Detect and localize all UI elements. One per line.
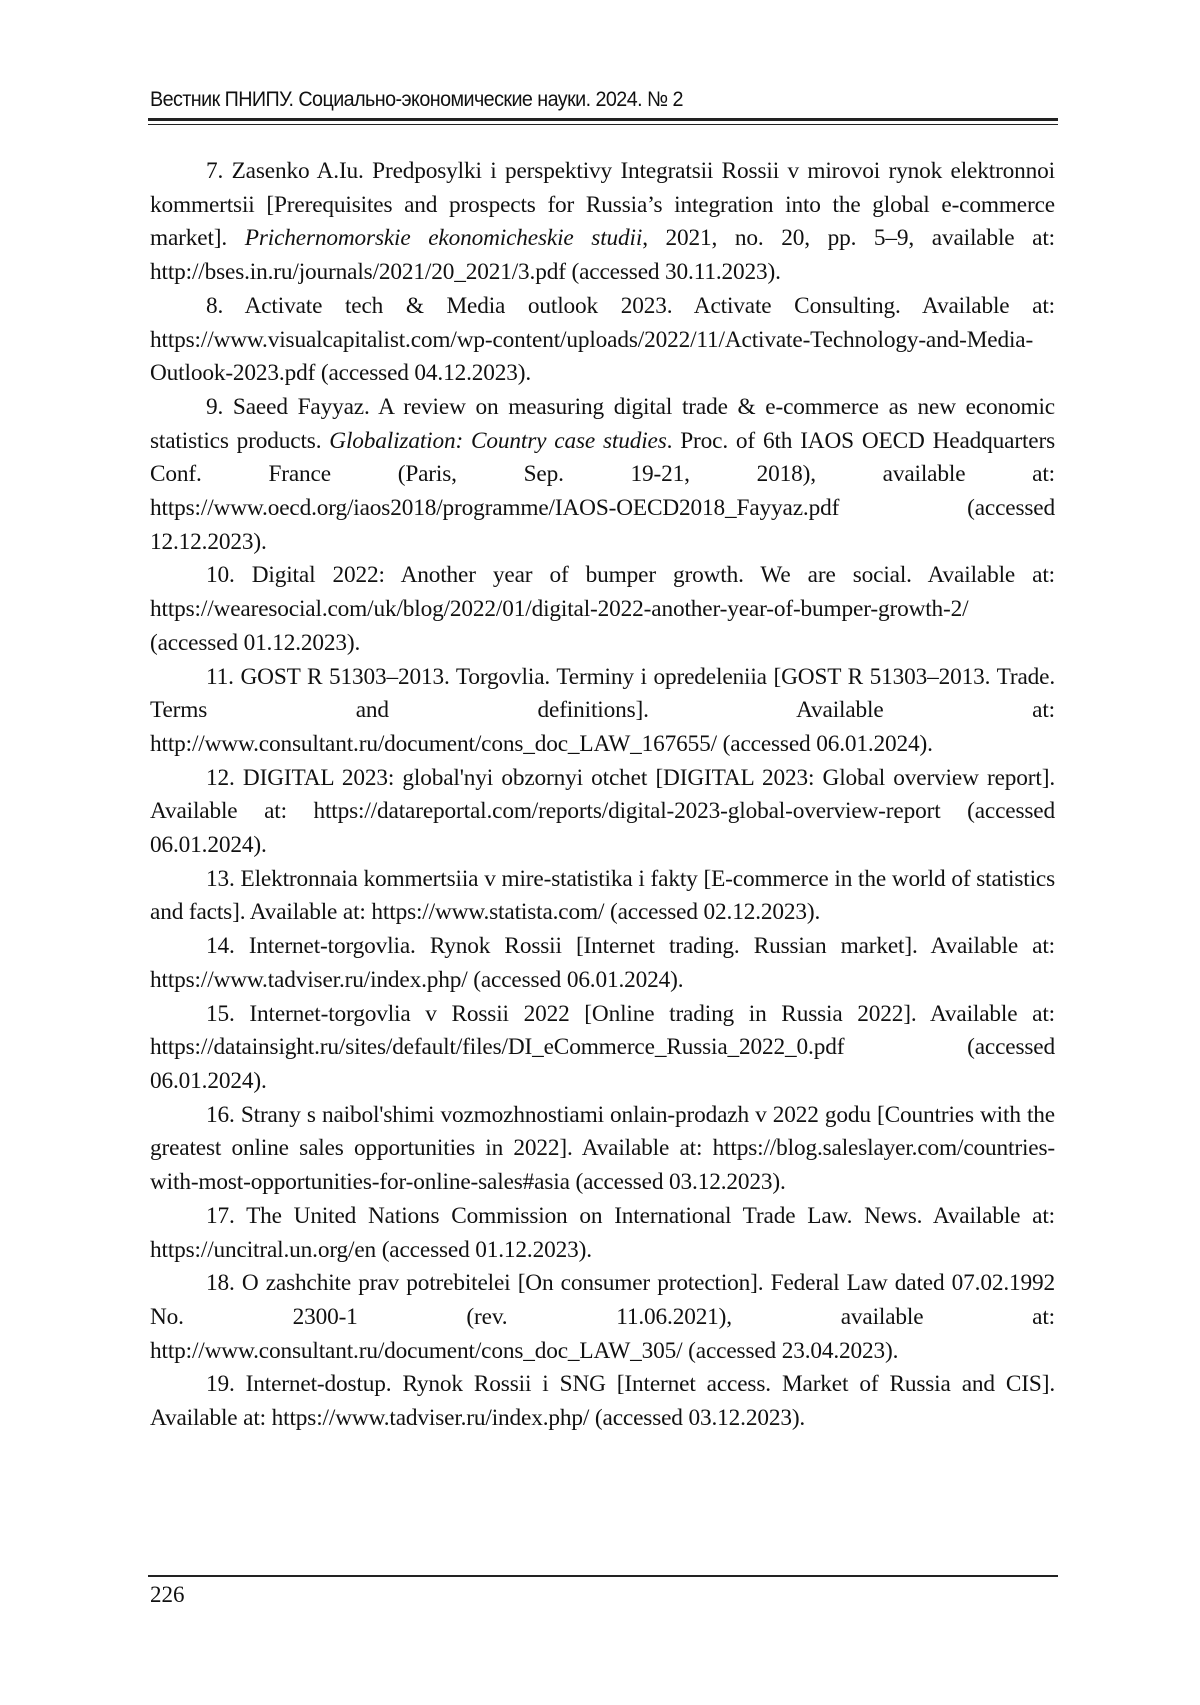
reference-item [150,863,1055,930]
reference-text-tail: , 2021, no. 20, pp. 5–9, available at: http://bses.in.ru/journals/2021/20_2021/3.pdf (accessed 30.11.2023). [150,225,1055,285]
reference-text: 15. Internet-torgovlia v Rossii 2022 [Online trading in Russia 2022]. Available at: https://datainsight.ru/sites/default/files/DI_eCommerce_Russia_2022_0.pdf (accessed 06.01.2024). [150,1001,1055,1094]
reference-text: 9. Saeed Fayyaz. A review on measuring digital trade & e-commerce as new economic statistics products. [150,394,1055,454]
header-rule-thin [148,124,1058,125]
reference-item [150,762,1055,863]
reference-text: 8. Activate tech & Media outlook 2023. Activate Consulting. Available at: https://www.visualcapitalist.com/wp-content/uploads/2022/11/Activate-Technology-and-Media-Outlook-2023.pdf (accessed 04.12.2023). [150,293,1055,386]
reference-item [150,661,1055,762]
reference-text: 16. Strany s naibol'shimi vozmozhnostiami onlain-prodazh v 2022 godu [Countries with the greatest online sales opportunities in 2022]. Available at: https://blog.saleslayer.com/countries-with-most-opportunities-for-online-sales#asia (accessed 03.12.2023). [150,1102,1055,1195]
reference-item [150,998,1055,1099]
reference-text: 13. Elektronnaia kommertsiia v mire-statistika i fakty [E-commerce in the world of statistics and facts]. Available at: https://www.statista.com/ (accessed 02.12.2023). [150,866,1055,926]
reference-text: 12. DIGITAL 2023: global'nyi obzornyi otchet [DIGITAL 2023: Global overview report]. Available at: https://datareportal.com/reports/digital-2023-global-overview-report (accessed 06.01.2024). [150,765,1055,858]
footer-rule [148,1575,1058,1577]
reference-text: 11. GOST R 51303–2013. Torgovlia. Terminy i opredeleniia [GOST R 51303–2013. Trade. Terms and definitions]. Available at: http://www.consultant.ru/document/cons_doc_LAW_167655/ (accessed 06.01.2024). [150,664,1055,757]
reference-journal: Prichernomorskie ekonomicheskie studii [245,225,642,251]
header-rule-thick [148,118,1058,121]
reference-text: 18. O zashchite prav potrebitelei [On consumer protection]. Federal Law dated 07.02.1992 No. 2300-1 (rev. 11.06.2021), available at: http://www.consultant.ru/document/cons_doc_LAW_305/ (accessed 23.04.2023). [150,1270,1055,1363]
reference-text: 7. Zasenko A.Iu. Predposylki i perspektivy Integratsii Rossii v mirovoi rynok elektronnoi kommertsii [Prerequisites and prospects for Russia’s integration into the global e-commerce market]. [150,158,1055,251]
reference-item [150,155,1055,290]
reference-text: 19. Internet-dostup. Rynok Rossii i SNG [Internet access. Market of Russia and CIS]. Available at: https://www.tadviser.ru/index.php/ (accessed 03.12.2023). [150,1371,1055,1431]
reference-item [150,930,1055,997]
running-head: Вестник ПНИПУ. Социально-экономические науки. 2024. № 2 [150,88,1004,112]
reference-item [150,290,1055,391]
reference-item [150,1267,1055,1368]
reference-list [150,155,1055,1436]
reference-journal: Globalization: Country case studies [329,428,666,454]
reference-text: 14. Internet-torgovlia. Rynok Rossii [Internet trading. Russian market]. Available at: https://www.tadviser.ru/index.php/ (accessed 06.01.2024). [150,933,1055,993]
reference-item [150,1368,1055,1435]
page-number: 226 [150,1582,185,1608]
reference-item [150,1099,1055,1200]
reference-text-tail: . Proc. of 6th IAOS OECD Headquarters Conf. France (Paris, Sep. 19-21, 2018), available at: https://www.oecd.org/iaos2018/programme/IAOS-OECD2018_Fayyaz.pdf (accessed 12.12.2023). [150,428,1055,555]
reference-item [150,559,1055,660]
reference-item [150,391,1055,560]
reference-text: 17. The United Nations Commission on International Trade Law. News. Available at: https://uncitral.un.org/en (accessed 01.12.2023). [150,1203,1055,1263]
reference-text: 10. Digital 2022: Another year of bumper growth. We are social. Available at: https://wearesocial.com/uk/blog/2022/01/digital-2022-another-year-of-bumper-growth-2/ (accessed 01.12.2023). [150,562,1055,655]
reference-item [150,1200,1055,1267]
